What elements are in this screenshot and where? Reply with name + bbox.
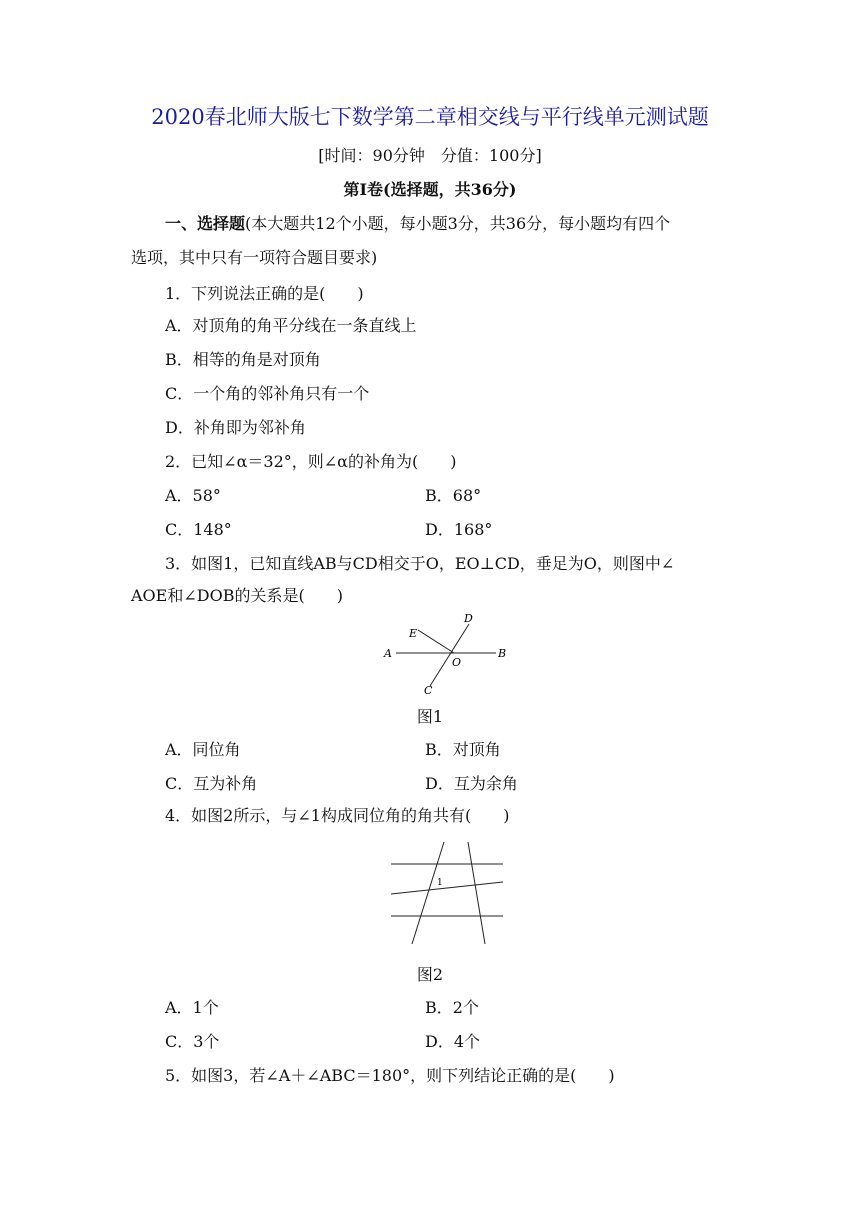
angle-1-label: 1 [437,878,443,888]
q2-option-b: B．68° [425,486,482,505]
q5-stem: 5．如图3，若∠A＋∠ABC＝180°，则下列结论正确的是( ) [165,1066,615,1085]
q1-option-b: B．相等的角是对顶角 [165,350,321,369]
label-e: E [409,627,418,640]
q3-stem-line1: 3．如图1，已知直线AB与CD相交于O，EO⊥CD，垂足为O，则图中∠ [165,554,675,573]
section-desc-line1: (本大题共12个小题，每小题3分，共36分，每小题均有四个 [245,214,671,233]
q3-option-b: B．对顶角 [425,740,501,759]
part-heading: 第Ⅰ卷(选择题，共36分) [343,180,517,199]
q3-option-d: D．互为余角 [425,774,518,793]
label-a: A [384,647,392,660]
transversal-left [412,842,444,944]
section-heading: 一、选择题 [165,214,246,233]
q4-option-b: B．2个 [425,998,479,1017]
label-d: D [464,612,473,625]
section-desc-line2: 选项，其中只有一项符合题目要求) [131,248,378,267]
q4-option-c: C．3个 [165,1032,220,1051]
q2-option-c: C．148° [165,520,232,539]
document-title: 2020春北师大版七下数学第二章相交线与平行线单元测试题 [151,105,709,129]
label-c: C [424,684,433,695]
ray-oe [418,630,454,653]
figure-2 [388,838,508,948]
slanted-line [391,882,503,894]
figure-1-caption: 图1 [416,707,444,726]
section-intro [165,214,670,234]
q4-stem: 4．如图2所示，与∠1构成同位角的角共有( ) [165,806,510,825]
q1-option-d: D．补角即为邻补角 [165,418,306,437]
q1-option-a: A．对顶角的角平分线在一条直线上 [165,316,417,335]
q1-stem: 1．下列说法正确的是( ) [165,284,364,303]
q4-option-d: D．4个 [425,1032,481,1051]
exam-meta: [时间：90分钟 分值：100分] [318,146,542,165]
label-b: B [498,647,507,660]
line-cd [430,624,469,686]
q2-option-a: A．58° [165,486,221,505]
q1-option-c: C．一个角的邻补角只有一个 [165,384,370,403]
q2-option-d: D．168° [425,520,493,539]
q4-option-a: A．1个 [165,998,219,1017]
q3-stem-line2: AOE和∠DOB的关系是( ) [131,586,343,605]
q3-option-c: C．互为补角 [165,774,258,793]
q2-stem: 2．已知∠α＝32°，则∠α的补角为( ) [165,452,457,471]
label-o: O [452,656,462,669]
figure-1 [378,610,518,695]
figure-2-caption: 图2 [416,965,444,984]
transversal-right [468,842,485,944]
q3-option-a: A．同位角 [165,740,241,759]
